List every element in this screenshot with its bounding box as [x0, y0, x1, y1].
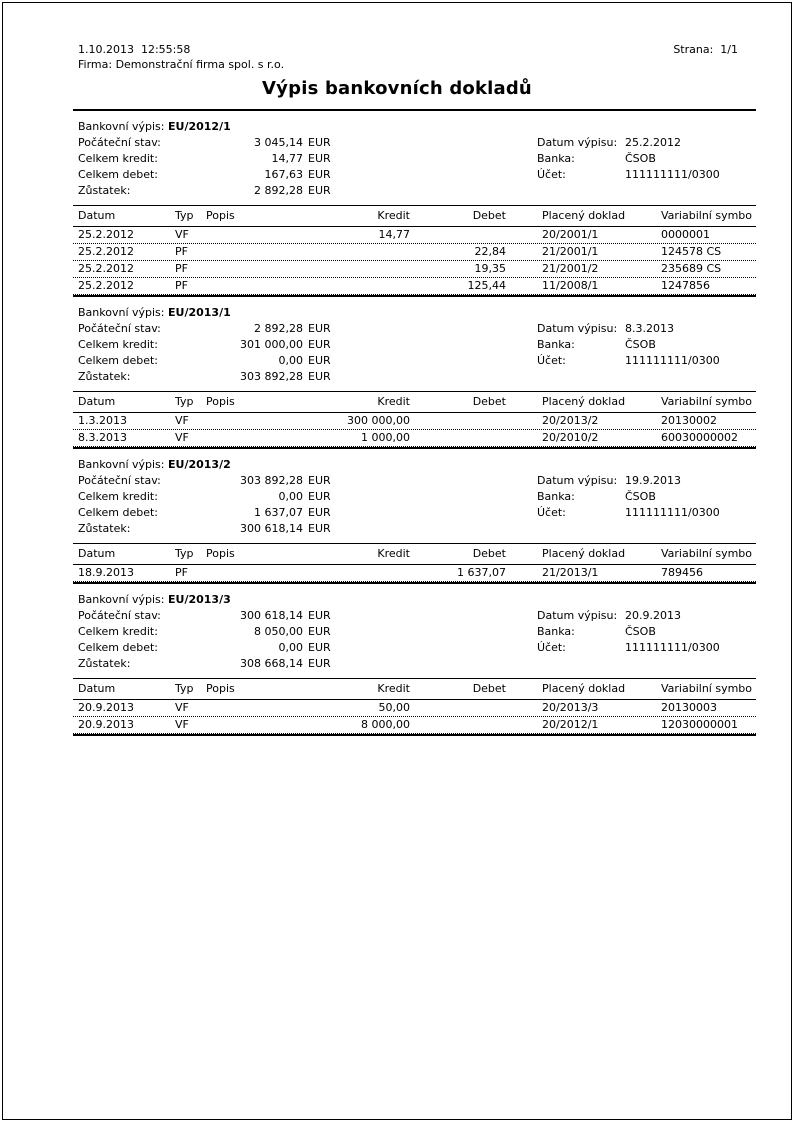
table-body — [73, 565, 756, 582]
currency-label: EUR — [308, 168, 331, 181]
balance-value: 2 892,28 — [254, 184, 303, 197]
cell-type: PF — [175, 279, 188, 292]
total-credit-value: 0,00 — [278, 490, 303, 503]
cell-debit: 125,44 — [467, 279, 506, 292]
table-row — [73, 261, 756, 278]
balance-label: Zůstatek: — [78, 184, 131, 197]
balance-row — [78, 656, 756, 672]
statement-section — [73, 297, 756, 449]
cell-date: 1.3.2013 — [78, 414, 127, 427]
cell-gap — [506, 430, 542, 446]
cell-description — [206, 278, 262, 294]
cell-gap — [506, 261, 542, 277]
column-gap — [652, 544, 661, 564]
cell-debit: 1 637,07 — [457, 566, 506, 579]
column-header-credit: Kredit — [377, 395, 410, 408]
balance-row — [78, 183, 756, 199]
transactions-table — [73, 543, 756, 584]
cell-variable-symbol: 20130003 — [661, 701, 717, 714]
statement-id-row — [78, 592, 756, 608]
column-header-debit: Debet — [472, 395, 506, 408]
statements — [73, 111, 756, 736]
cell-description — [206, 261, 262, 277]
account-label: Účet: — [537, 354, 566, 367]
bank-label: Banka: — [537, 338, 575, 351]
statement-date-row — [537, 321, 720, 337]
cell-description — [206, 717, 262, 733]
cell-paid-document: 20/2010/2 — [542, 431, 599, 444]
cell-description — [206, 244, 262, 260]
statement-date-row — [537, 608, 720, 624]
total-credit-label: Celkem kredit: — [78, 338, 158, 351]
cell-date: 20.9.2013 — [78, 718, 134, 731]
page-number-label: Strana: — [673, 43, 714, 56]
cell-credit: 300 000,00 — [347, 414, 410, 427]
column-header-type: Typ — [175, 682, 194, 695]
balance-label: Zůstatek: — [78, 657, 131, 670]
opening-balance-label: Počáteční stav: — [78, 322, 161, 335]
cell-description — [206, 430, 262, 446]
statement-date-row — [537, 473, 720, 489]
column-header-paid-document: Placený doklad — [542, 547, 626, 560]
currency-label: EUR — [308, 152, 331, 165]
total-debit-value: 0,00 — [278, 354, 303, 367]
cell-type: VF — [175, 718, 189, 731]
cell-gap — [652, 278, 661, 294]
cell-type: PF — [175, 262, 188, 275]
currency-label: EUR — [308, 184, 331, 197]
column-header-debit: Debet — [472, 682, 506, 695]
cell-credit: 50,00 — [378, 701, 410, 714]
column-header-date: Datum — [78, 547, 116, 560]
column-gap — [506, 206, 542, 226]
cell-debit: 19,35 — [474, 262, 506, 275]
bank-value: ČSOB — [625, 338, 656, 351]
cell-variable-symbol: 124578 CS — [661, 245, 722, 258]
currency-label: EUR — [308, 136, 331, 149]
cell-debit — [410, 700, 506, 716]
statement-id-row — [78, 119, 756, 135]
bank-label: Banka: — [537, 625, 575, 638]
cell-description — [206, 565, 262, 581]
balance-label: Zůstatek: — [78, 522, 131, 535]
column-header-paid-document: Placený doklad — [542, 395, 626, 408]
statement-id: EU/2012/1 — [168, 120, 231, 133]
cell-type: VF — [175, 431, 189, 444]
table-body — [73, 413, 756, 447]
statement-id: EU/2013/2 — [168, 458, 231, 471]
cell-debit — [410, 227, 506, 243]
cell-paid-document: 21/2013/1 — [542, 566, 599, 579]
currency-label: EUR — [308, 338, 331, 351]
statement-date-label: Datum výpisu: — [537, 474, 618, 487]
balance-value: 300 618,14 — [240, 522, 303, 535]
column-header-date: Datum — [78, 395, 116, 408]
opening-balance-value: 3 045,14 — [254, 136, 303, 149]
total-debit-value: 1 637,07 — [254, 506, 303, 519]
total-debit-label: Celkem debet: — [78, 168, 158, 181]
statement-side-info — [537, 135, 720, 183]
cell-date: 25.2.2012 — [78, 245, 134, 258]
cell-variable-symbol: 0000001 — [661, 228, 710, 241]
column-header-variable-symbol: Variabilní symbo — [661, 209, 752, 222]
cell-credit — [262, 278, 410, 294]
column-header-description: Popis — [206, 682, 235, 695]
page-number — [673, 42, 738, 57]
cell-credit: 8 000,00 — [361, 718, 410, 731]
transactions-table — [73, 678, 756, 736]
cell-paid-document: 20/2001/1 — [542, 228, 599, 241]
cell-variable-symbol: 789456 — [661, 566, 703, 579]
header-meta-row — [78, 42, 738, 57]
cell-gap — [652, 565, 661, 581]
account-row — [537, 505, 720, 521]
column-header-description: Popis — [206, 547, 235, 560]
column-header-date: Datum — [78, 209, 116, 222]
cell-credit — [262, 565, 410, 581]
currency-label: EUR — [308, 474, 331, 487]
cell-type: PF — [175, 245, 188, 258]
cell-debit — [410, 430, 506, 446]
table-row — [73, 413, 756, 430]
table-row — [73, 565, 756, 582]
statement-id-label: Bankovní výpis: — [78, 120, 165, 133]
currency-label: EUR — [308, 490, 331, 503]
currency-label: EUR — [308, 641, 331, 654]
cell-debit: 22,84 — [474, 245, 506, 258]
cell-gap — [506, 227, 542, 243]
bank-label: Banka: — [537, 490, 575, 503]
table-body — [73, 227, 756, 295]
column-gap — [652, 392, 661, 412]
statement-date-row — [537, 135, 720, 151]
opening-balance-label: Počáteční stav: — [78, 136, 161, 149]
statement-side-info — [537, 321, 720, 369]
column-header-type: Typ — [175, 209, 194, 222]
bank-value: ČSOB — [625, 152, 656, 165]
statement-side-info — [537, 608, 720, 656]
column-header-variable-symbol: Variabilní symbo — [661, 547, 752, 560]
cell-gap — [506, 278, 542, 294]
account-row — [537, 353, 720, 369]
currency-label: EUR — [308, 522, 331, 535]
table-header-row — [73, 206, 756, 227]
report-header — [0, 0, 794, 100]
column-header-paid-document: Placený doklad — [542, 209, 626, 222]
column-header-credit: Kredit — [377, 547, 410, 560]
currency-label: EUR — [308, 625, 331, 638]
bank-row — [537, 624, 720, 640]
balance-value: 308 668,14 — [240, 657, 303, 670]
cell-paid-document: 11/2008/1 — [542, 279, 599, 292]
account-value: 111111111/0300 — [625, 168, 720, 181]
account-row — [537, 167, 720, 183]
currency-label: EUR — [308, 354, 331, 367]
table-row — [73, 227, 756, 244]
cell-date: 8.3.2013 — [78, 431, 127, 444]
cell-gap — [652, 244, 661, 260]
balance-label: Zůstatek: — [78, 370, 131, 383]
statement-date-value: 8.3.2013 — [625, 322, 674, 335]
total-debit-label: Celkem debet: — [78, 641, 158, 654]
bank-row — [537, 489, 720, 505]
cell-type: PF — [175, 566, 188, 579]
opening-balance-label: Počáteční stav: — [78, 474, 161, 487]
balance-value: 303 892,28 — [240, 370, 303, 383]
opening-balance-value: 300 618,14 — [240, 609, 303, 622]
statement-summary — [73, 584, 756, 678]
statement-id-row — [78, 457, 756, 473]
cell-debit — [410, 717, 506, 733]
cell-variable-symbol: 1247856 — [661, 279, 710, 292]
table-header-row — [73, 392, 756, 413]
statement-id: EU/2013/1 — [168, 306, 231, 319]
total-debit-value: 167,63 — [264, 168, 303, 181]
cell-gap — [652, 261, 661, 277]
cell-credit: 1 000,00 — [361, 431, 410, 444]
total-credit-value: 8 050,00 — [254, 625, 303, 638]
opening-balance-label: Počáteční stav: — [78, 609, 161, 622]
account-value: 111111111/0300 — [625, 641, 720, 654]
bank-row — [537, 337, 720, 353]
total-debit-value: 0,00 — [278, 641, 303, 654]
column-header-variable-symbol: Variabilní symbo — [661, 682, 752, 695]
cell-type: VF — [175, 414, 189, 427]
cell-credit: 14,77 — [378, 228, 410, 241]
cell-variable-symbol: 235689 CS — [661, 262, 722, 275]
statement-date-label: Datum výpisu: — [537, 322, 618, 335]
account-label: Účet: — [537, 641, 566, 654]
bank-value: ČSOB — [625, 490, 656, 503]
account-value: 111111111/0300 — [625, 354, 720, 367]
statement-date-label: Datum výpisu: — [537, 136, 618, 149]
transactions-table — [73, 391, 756, 449]
cell-description — [206, 700, 262, 716]
table-header-row — [73, 544, 756, 565]
cell-variable-symbol: 60030000002 — [661, 431, 738, 444]
table-row — [73, 244, 756, 261]
statement-summary — [73, 449, 756, 543]
column-gap — [506, 679, 542, 699]
cell-description — [206, 413, 262, 429]
table-row — [73, 430, 756, 447]
company-name: Firma: Demonstrační firma spol. s r.o. — [78, 58, 285, 71]
statement-section — [73, 584, 756, 736]
account-value: 111111111/0300 — [625, 506, 720, 519]
column-header-credit: Kredit — [377, 209, 410, 222]
cell-date: 20.9.2013 — [78, 701, 134, 714]
cell-gap — [506, 565, 542, 581]
page-number-value: 1/1 — [720, 43, 738, 56]
statement-date-value: 25.2.2012 — [625, 136, 681, 149]
currency-label: EUR — [308, 657, 331, 670]
cell-paid-document: 21/2001/2 — [542, 262, 599, 275]
print-datetime: 1.10.2013 12:55:58 — [78, 43, 191, 56]
cell-date: 25.2.2012 — [78, 228, 134, 241]
cell-type: VF — [175, 701, 189, 714]
cell-date: 25.2.2012 — [78, 279, 134, 292]
column-header-date: Datum — [78, 682, 116, 695]
statement-date-value: 19.9.2013 — [625, 474, 681, 487]
cell-paid-document: 20/2013/2 — [542, 414, 599, 427]
currency-label: EUR — [308, 506, 331, 519]
cell-gap — [652, 413, 661, 429]
account-row — [537, 640, 720, 656]
balance-row — [78, 521, 756, 537]
cell-variable-symbol: 20130002 — [661, 414, 717, 427]
account-label: Účet: — [537, 168, 566, 181]
report-title: Výpis bankovních dokladů — [262, 78, 532, 99]
opening-balance-value: 2 892,28 — [254, 322, 303, 335]
bank-label: Banka: — [537, 152, 575, 165]
table-header-row — [73, 679, 756, 700]
column-gap — [506, 544, 542, 564]
currency-label: EUR — [308, 370, 331, 383]
cell-paid-document: 21/2001/1 — [542, 245, 599, 258]
cell-gap — [506, 700, 542, 716]
bank-row — [537, 151, 720, 167]
statement-side-info — [537, 473, 720, 521]
statement-date-label: Datum výpisu: — [537, 609, 618, 622]
column-header-description: Popis — [206, 209, 235, 222]
cell-credit — [262, 261, 410, 277]
cell-debit — [410, 413, 506, 429]
column-header-description: Popis — [206, 395, 235, 408]
statement-id-label: Bankovní výpis: — [78, 458, 165, 471]
total-credit-label: Celkem kredit: — [78, 490, 158, 503]
total-debit-label: Celkem debet: — [78, 506, 158, 519]
statement-id-label: Bankovní výpis: — [78, 306, 165, 319]
cell-gap — [652, 717, 661, 733]
transactions-table — [73, 205, 756, 297]
cell-gap — [506, 717, 542, 733]
total-credit-value: 301 000,00 — [240, 338, 303, 351]
column-header-paid-document: Placený doklad — [542, 682, 626, 695]
statement-section — [73, 449, 756, 584]
statement-date-value: 20.9.2013 — [625, 609, 681, 622]
statement-summary — [73, 297, 756, 391]
cell-date: 25.2.2012 — [78, 262, 134, 275]
cell-credit — [262, 244, 410, 260]
cell-gap — [652, 227, 661, 243]
cell-paid-document: 20/2013/3 — [542, 701, 599, 714]
column-header-type: Typ — [175, 395, 194, 408]
statement-section — [73, 111, 756, 297]
balance-row — [78, 369, 756, 385]
cell-gap — [506, 244, 542, 260]
statement-id: EU/2013/3 — [168, 593, 231, 606]
table-row — [73, 717, 756, 734]
cell-gap — [652, 430, 661, 446]
table-row — [73, 278, 756, 295]
column-gap — [652, 206, 661, 226]
cell-gap — [506, 413, 542, 429]
cell-paid-document: 20/2012/1 — [542, 718, 599, 731]
column-header-credit: Kredit — [377, 682, 410, 695]
table-body — [73, 700, 756, 734]
cell-type: VF — [175, 228, 189, 241]
column-header-debit: Debet — [472, 547, 506, 560]
column-header-debit: Debet — [472, 209, 506, 222]
cell-variable-symbol: 12030000001 — [661, 718, 738, 731]
report-body — [73, 109, 756, 736]
total-credit-label: Celkem kredit: — [78, 625, 158, 638]
total-debit-label: Celkem debet: — [78, 354, 158, 367]
opening-balance-value: 303 892,28 — [240, 474, 303, 487]
column-header-type: Typ — [175, 547, 194, 560]
column-gap — [652, 679, 661, 699]
column-gap — [506, 392, 542, 412]
cell-date: 18.9.2013 — [78, 566, 134, 579]
total-credit-value: 14,77 — [271, 152, 303, 165]
total-credit-label: Celkem kredit: — [78, 152, 158, 165]
cell-description — [206, 227, 262, 243]
bank-value: ČSOB — [625, 625, 656, 638]
statement-id-label: Bankovní výpis: — [78, 593, 165, 606]
table-row — [73, 700, 756, 717]
column-header-variable-symbol: Variabilní symbo — [661, 395, 752, 408]
cell-gap — [652, 700, 661, 716]
currency-label: EUR — [308, 322, 331, 335]
statement-summary — [73, 111, 756, 205]
statement-id-row — [78, 305, 756, 321]
account-label: Účet: — [537, 506, 566, 519]
currency-label: EUR — [308, 609, 331, 622]
